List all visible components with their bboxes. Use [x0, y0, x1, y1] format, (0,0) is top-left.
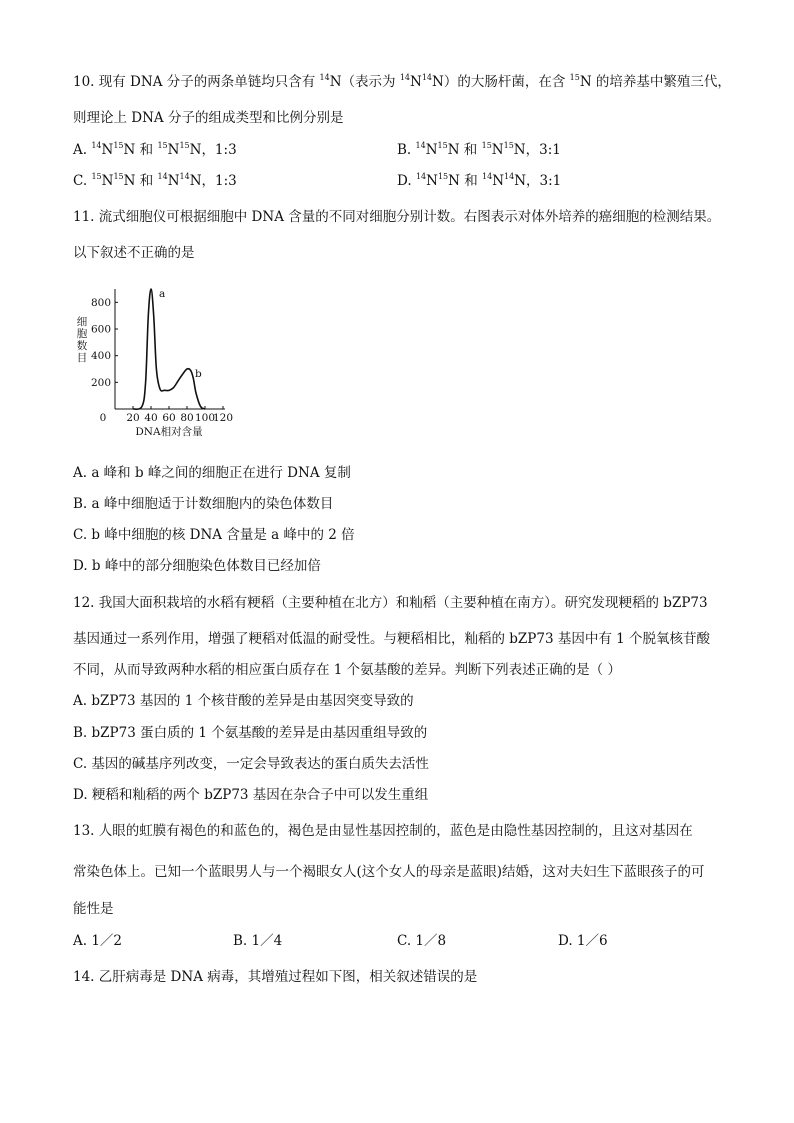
q10-option-c: C. $^{15}N^{15}N$ 和 $^{14}N^{14}N$，1:3: [73, 172, 237, 189]
y-axis-label-char: 数: [76, 340, 88, 352]
chart-svg: [73, 283, 243, 443]
q12-option-d: D. 粳稻和籼稻的两个 bZP73 基因在杂合子中可以发生重组: [73, 787, 429, 803]
x-tick-label: 120: [212, 412, 234, 424]
y-tick-label: 600: [90, 323, 111, 336]
q11-option-c: C. b 峰中细胞的核 DNA 含量是 a 峰中的 2 倍: [73, 527, 355, 543]
q13-stem-line1: 13. 人眼的虹膜有褐色的和蓝色的，褐色是由显性基因控制的，蓝色是由隐性基因控制的，且这对基因在: [73, 823, 693, 839]
q12-stem-line1: 12. 我国大面积栽培的水稻有粳稻（主要种植在北方）和籼稻（主要种植在南方）。研究发现粳稻的 bZP73: [73, 595, 708, 611]
x-tick-label: 40: [144, 412, 158, 424]
q13-option-d: D. 1／6: [558, 933, 608, 949]
x-tick-label: 0: [99, 412, 107, 424]
y-tick-label: 200: [90, 376, 111, 389]
y-axis-label-char: 胞: [76, 328, 88, 340]
y-tick-label: 400: [90, 350, 111, 363]
q13-stem-line2: 常染色体上。已知一个蓝眼男人与一个褐眼女人(这个女人的母亲是蓝眼)结婚，这对夫妇生下蓝眼孩子的可: [73, 864, 705, 880]
q10-option-d: D. $^{14}N^{15}N$ 和 $^{14}N^{14}N$，3:1: [397, 172, 562, 189]
q11-stem-line1: 11. 流式细胞仪可根据细胞中 DNA 含量的不同对细胞分别计数。右图表示对体外培养的癌细胞的检测结果。: [73, 209, 721, 225]
q10-option-a: A. $^{14}N^{15}N$ 和 $^{15}N^{15}N$，1:3: [73, 141, 237, 158]
q11-stem-line2: 以下叙述不正确的是: [73, 245, 195, 261]
q11-option-b: B. a 峰中细胞适于计数细胞内的染色体数目: [73, 496, 334, 512]
q13-option-a: A. 1／2: [73, 933, 123, 949]
peak-label-a: a: [159, 288, 166, 300]
dna-content-chart: [73, 283, 243, 443]
x-tick-label: 100: [194, 412, 216, 424]
q11-option-d: D. b 峰中的部分细胞染色体数目已经加倍: [73, 558, 321, 574]
q12-option-b: B. bZP73 蛋白质的 1 个氨基酸的差异是由基因重组导致的: [73, 725, 428, 741]
x-tick-label: 20: [126, 412, 140, 424]
y-tick-label: 800: [90, 296, 111, 309]
q12-stem-line2: 基因通过一系列作用，增强了粳稻对低温的耐受性。与粳稻相比，籼稻的 bZP73 基因中有 1 个脱氧核苷酸: [73, 631, 711, 647]
peak-label-b: b: [195, 368, 202, 380]
x-tick-label: 80: [180, 412, 194, 424]
x-tick-label: 60: [162, 412, 176, 424]
q10-stem-line2: 则理论上 DNA 分子的组成类型和比例分别是: [73, 110, 344, 126]
q12-stem-line3: 不同，从而导致两种水稻的相应蛋白质存在 1 个氨基酸的差异。判断下列表述正确的是（ ）: [73, 662, 621, 678]
q12-option-c: C. 基因的碱基序列改变，一定会导致表达的蛋白质失去活性: [73, 756, 429, 772]
q10-stem-line1: 10. 现有 DNA 分子的两条单链均只含有 $^{14}$N（表示为 $^{14}N^{14}N$）的大肠杆菌，在含 $^{15}$N 的培养基中繁殖三代，: [73, 73, 731, 90]
q13-option-b: B. 1／4: [233, 933, 283, 949]
q13-stem-line3: 能性是: [73, 901, 114, 917]
q11-option-a: A. a 峰和 b 峰之间的细胞正在进行 DNA 复制: [73, 465, 351, 481]
q14-stem-line1: 14. 乙肝病毒是 DNA 病毒，其增殖过程如下图，相关叙述错误的是: [73, 969, 478, 985]
series-line-0: [133, 289, 205, 409]
y-axis-label-char: 目: [76, 352, 88, 364]
q13-option-c: C. 1／8: [397, 933, 447, 949]
y-axis-label-char: 细: [76, 316, 88, 328]
x-axis-label: DNA相对含量: [135, 426, 203, 438]
q12-option-a: A. bZP73 基因的 1 个核苷酸的差异是由基因突变导致的: [73, 693, 414, 709]
q10-option-b: B. $^{14}N^{15}N$ 和 $^{15}N^{15}N$，3:1: [397, 141, 561, 158]
